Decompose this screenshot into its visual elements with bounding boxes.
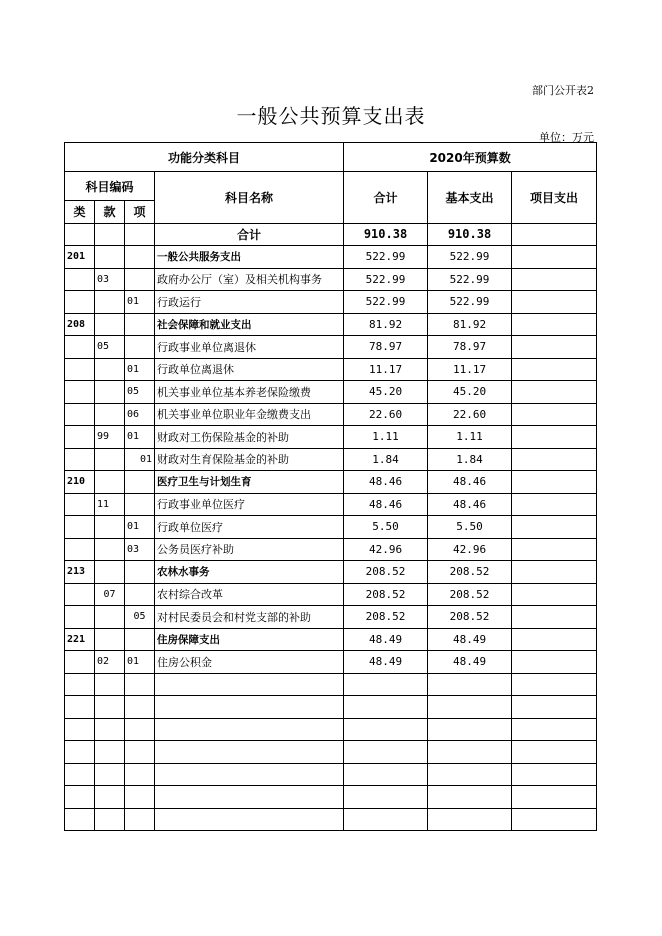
subject-name: 住房公积金 [155, 651, 344, 674]
amount-basic: 208.52 [428, 583, 512, 606]
code-xiang [125, 493, 155, 516]
empty-cell [428, 741, 512, 764]
code-lei [65, 426, 95, 449]
code-kuan [95, 561, 125, 584]
table-row [65, 628, 597, 651]
code-lei [65, 538, 95, 561]
amount-basic: 522.99 [428, 268, 512, 291]
subject-name: 一般公共服务支出 [155, 246, 344, 269]
empty-row [65, 786, 597, 809]
empty-cell [125, 763, 155, 786]
amount-total: 522.99 [344, 268, 428, 291]
code-xiang: 01 [125, 426, 155, 449]
empty-cell [512, 696, 597, 719]
total-xiang [125, 223, 155, 246]
code-lei [65, 336, 95, 359]
subject-name: 行政事业单位医疗 [155, 493, 344, 516]
amount-total: 5.50 [344, 516, 428, 539]
subject-name: 财政对工伤保险基金的补助 [155, 426, 344, 449]
code-kuan [95, 471, 125, 494]
empty-cell [125, 808, 155, 831]
table-row [65, 403, 597, 426]
empty-cell [512, 786, 597, 809]
subject-name: 行政事业单位离退休 [155, 336, 344, 359]
code-xiang [125, 471, 155, 494]
amount-project [512, 426, 597, 449]
empty-cell [344, 718, 428, 741]
amount-project [512, 583, 597, 606]
total-kuan [95, 223, 125, 246]
code-xiang: 05 [125, 606, 155, 629]
header-total: 合计 [344, 172, 428, 224]
empty-cell [125, 673, 155, 696]
total-lei [65, 223, 95, 246]
header-budget-year: 2020年预算数 [344, 143, 597, 172]
empty-cell [65, 718, 95, 741]
amount-project [512, 381, 597, 404]
amount-project [512, 358, 597, 381]
empty-cell [65, 673, 95, 696]
amount-basic: 42.96 [428, 538, 512, 561]
amount-basic: 22.60 [428, 403, 512, 426]
subject-name: 行政单位医疗 [155, 516, 344, 539]
code-lei [65, 403, 95, 426]
table-row [65, 426, 597, 449]
empty-cell [344, 696, 428, 719]
form-number: 部门公开表2 [532, 84, 594, 97]
amount-basic: 1.11 [428, 426, 512, 449]
code-lei: 221 [65, 628, 95, 651]
empty-cell [344, 786, 428, 809]
code-kuan [95, 381, 125, 404]
table-row [65, 336, 597, 359]
unit-label: 单位：万元 [539, 131, 594, 144]
table-row [65, 381, 597, 404]
amount-total: 78.97 [344, 336, 428, 359]
code-kuan [95, 448, 125, 471]
empty-cell [95, 786, 125, 809]
empty-cell [155, 673, 344, 696]
empty-cell [428, 763, 512, 786]
code-lei [65, 493, 95, 516]
code-lei [65, 516, 95, 539]
amount-basic: 5.50 [428, 516, 512, 539]
header-row-1 [65, 143, 597, 172]
table-row [65, 358, 597, 381]
code-kuan [95, 291, 125, 314]
code-xiang [125, 583, 155, 606]
amount-total: 48.46 [344, 493, 428, 516]
amount-basic: 11.17 [428, 358, 512, 381]
empty-cell [125, 786, 155, 809]
code-xiang [125, 313, 155, 336]
budget-table [64, 142, 597, 831]
amount-project [512, 403, 597, 426]
empty-row [65, 718, 597, 741]
subject-name: 机关事业单位基本养老保险缴费 [155, 381, 344, 404]
table-row [65, 651, 597, 674]
amount-basic: 522.99 [428, 291, 512, 314]
header-functional-classification: 功能分类科目 [65, 143, 344, 172]
amount-basic: 48.49 [428, 651, 512, 674]
header-basic-expenditure: 基本支出 [428, 172, 512, 224]
amount-total: 522.99 [344, 291, 428, 314]
amount-project [512, 628, 597, 651]
total-amount: 910.38 [344, 223, 428, 246]
code-kuan [95, 538, 125, 561]
code-kuan: 11 [95, 493, 125, 516]
code-xiang [125, 336, 155, 359]
empty-cell [95, 673, 125, 696]
table-row [65, 606, 597, 629]
amount-basic: 522.99 [428, 246, 512, 269]
amount-project [512, 493, 597, 516]
table-row [65, 583, 597, 606]
amount-project [512, 291, 597, 314]
subject-name: 行政运行 [155, 291, 344, 314]
code-kuan [95, 516, 125, 539]
subject-name: 行政单位离退休 [155, 358, 344, 381]
amount-project [512, 606, 597, 629]
code-kuan [95, 313, 125, 336]
amount-project [512, 336, 597, 359]
table-row [65, 493, 597, 516]
code-kuan [95, 246, 125, 269]
subject-name: 公务员医疗补助 [155, 538, 344, 561]
empty-row [65, 808, 597, 831]
code-kuan: 03 [95, 268, 125, 291]
amount-total: 208.52 [344, 561, 428, 584]
code-kuan [95, 358, 125, 381]
empty-cell [65, 763, 95, 786]
code-lei: 210 [65, 471, 95, 494]
subject-name: 社会保障和就业支出 [155, 313, 344, 336]
amount-total: 1.11 [344, 426, 428, 449]
amount-project [512, 448, 597, 471]
empty-row [65, 673, 597, 696]
empty-row [65, 741, 597, 764]
table-row [65, 561, 597, 584]
code-lei [65, 606, 95, 629]
header-row-2 [65, 172, 597, 201]
code-lei [65, 358, 95, 381]
empty-cell [125, 741, 155, 764]
table-row [65, 268, 597, 291]
total-row [65, 223, 597, 246]
code-xiang [125, 628, 155, 651]
empty-cell [428, 786, 512, 809]
empty-cell [155, 808, 344, 831]
empty-cell [95, 808, 125, 831]
amount-total: 81.92 [344, 313, 428, 336]
header-xiang: 项 [125, 201, 155, 224]
empty-cell [65, 696, 95, 719]
header-subject-code: 科目编码 [65, 172, 155, 201]
empty-cell [512, 741, 597, 764]
amount-basic: 78.97 [428, 336, 512, 359]
subject-name: 对村民委员会和村党支部的补助 [155, 606, 344, 629]
empty-cell [95, 696, 125, 719]
amount-total: 48.49 [344, 628, 428, 651]
table-row [65, 538, 597, 561]
code-xiang: 01 [125, 291, 155, 314]
header-lei: 类 [65, 201, 95, 224]
empty-cell [65, 786, 95, 809]
amount-project [512, 516, 597, 539]
amount-basic: 48.49 [428, 628, 512, 651]
empty-cell [155, 786, 344, 809]
code-xiang: 01 [125, 651, 155, 674]
subject-name: 农村综合改革 [155, 583, 344, 606]
amount-total: 522.99 [344, 246, 428, 269]
amount-basic: 48.46 [428, 493, 512, 516]
subject-name: 住房保障支出 [155, 628, 344, 651]
empty-cell [428, 718, 512, 741]
amount-project [512, 538, 597, 561]
empty-cell [95, 718, 125, 741]
empty-cell [155, 741, 344, 764]
empty-cell [428, 673, 512, 696]
empty-cell [65, 741, 95, 764]
amount-total: 208.52 [344, 583, 428, 606]
empty-row [65, 696, 597, 719]
amount-total: 48.46 [344, 471, 428, 494]
empty-cell [155, 763, 344, 786]
amount-total: 208.52 [344, 606, 428, 629]
amount-basic: 1.84 [428, 448, 512, 471]
subject-name: 政府办公厅（室）及相关机构事务 [155, 268, 344, 291]
empty-cell [65, 808, 95, 831]
amount-total: 1.84 [344, 448, 428, 471]
total-basic: 910.38 [428, 223, 512, 246]
code-kuan [95, 606, 125, 629]
code-xiang: 05 [125, 381, 155, 404]
amount-project [512, 268, 597, 291]
amount-total: 22.60 [344, 403, 428, 426]
empty-cell [344, 763, 428, 786]
subject-name: 农林水事务 [155, 561, 344, 584]
empty-cell [512, 808, 597, 831]
code-lei [65, 651, 95, 674]
empty-cell [428, 696, 512, 719]
code-kuan: 99 [95, 426, 125, 449]
empty-cell [155, 718, 344, 741]
amount-total: 11.17 [344, 358, 428, 381]
code-kuan: 02 [95, 651, 125, 674]
empty-cell [428, 808, 512, 831]
header-project-expenditure: 项目支出 [512, 172, 597, 224]
table-row [65, 471, 597, 494]
code-xiang: 03 [125, 538, 155, 561]
code-lei [65, 268, 95, 291]
code-lei [65, 381, 95, 404]
empty-cell [344, 673, 428, 696]
code-kuan: 07 [95, 583, 125, 606]
empty-cell [125, 696, 155, 719]
amount-basic: 48.46 [428, 471, 512, 494]
empty-cell [344, 808, 428, 831]
table-row [65, 246, 597, 269]
header-kuan: 款 [95, 201, 125, 224]
code-xiang: 01 [125, 448, 155, 471]
amount-basic: 208.52 [428, 606, 512, 629]
code-kuan [95, 403, 125, 426]
amount-basic: 81.92 [428, 313, 512, 336]
code-xiang [125, 268, 155, 291]
code-lei: 208 [65, 313, 95, 336]
code-xiang: 01 [125, 516, 155, 539]
empty-cell [512, 673, 597, 696]
empty-cell [512, 718, 597, 741]
amount-project [512, 651, 597, 674]
amount-basic: 45.20 [428, 381, 512, 404]
amount-total: 48.49 [344, 651, 428, 674]
amount-basic: 208.52 [428, 561, 512, 584]
code-lei [65, 448, 95, 471]
amount-project [512, 561, 597, 584]
code-xiang [125, 246, 155, 269]
amount-project [512, 246, 597, 269]
table-row [65, 313, 597, 336]
subject-name: 机关事业单位职业年金缴费支出 [155, 403, 344, 426]
code-kuan [95, 628, 125, 651]
total-label: 合计 [155, 223, 344, 246]
table-row [65, 516, 597, 539]
empty-cell [95, 763, 125, 786]
header-subject-name: 科目名称 [155, 172, 344, 224]
amount-total: 42.96 [344, 538, 428, 561]
code-lei [65, 291, 95, 314]
table-row [65, 448, 597, 471]
empty-cell [155, 696, 344, 719]
subject-name: 医疗卫生与计划生育 [155, 471, 344, 494]
empty-row [65, 763, 597, 786]
code-lei: 201 [65, 246, 95, 269]
code-xiang [125, 561, 155, 584]
code-xiang: 06 [125, 403, 155, 426]
subject-name: 财政对生育保险基金的补助 [155, 448, 344, 471]
amount-project [512, 313, 597, 336]
total-project [512, 223, 597, 246]
amount-total: 45.20 [344, 381, 428, 404]
code-kuan: 05 [95, 336, 125, 359]
code-lei: 213 [65, 561, 95, 584]
table-row [65, 291, 597, 314]
code-xiang: 01 [125, 358, 155, 381]
empty-cell [125, 718, 155, 741]
empty-cell [512, 763, 597, 786]
empty-cell [95, 741, 125, 764]
page-title: 一般公共预算支出表 [236, 104, 426, 128]
empty-cell [344, 741, 428, 764]
amount-project [512, 471, 597, 494]
code-lei [65, 583, 95, 606]
